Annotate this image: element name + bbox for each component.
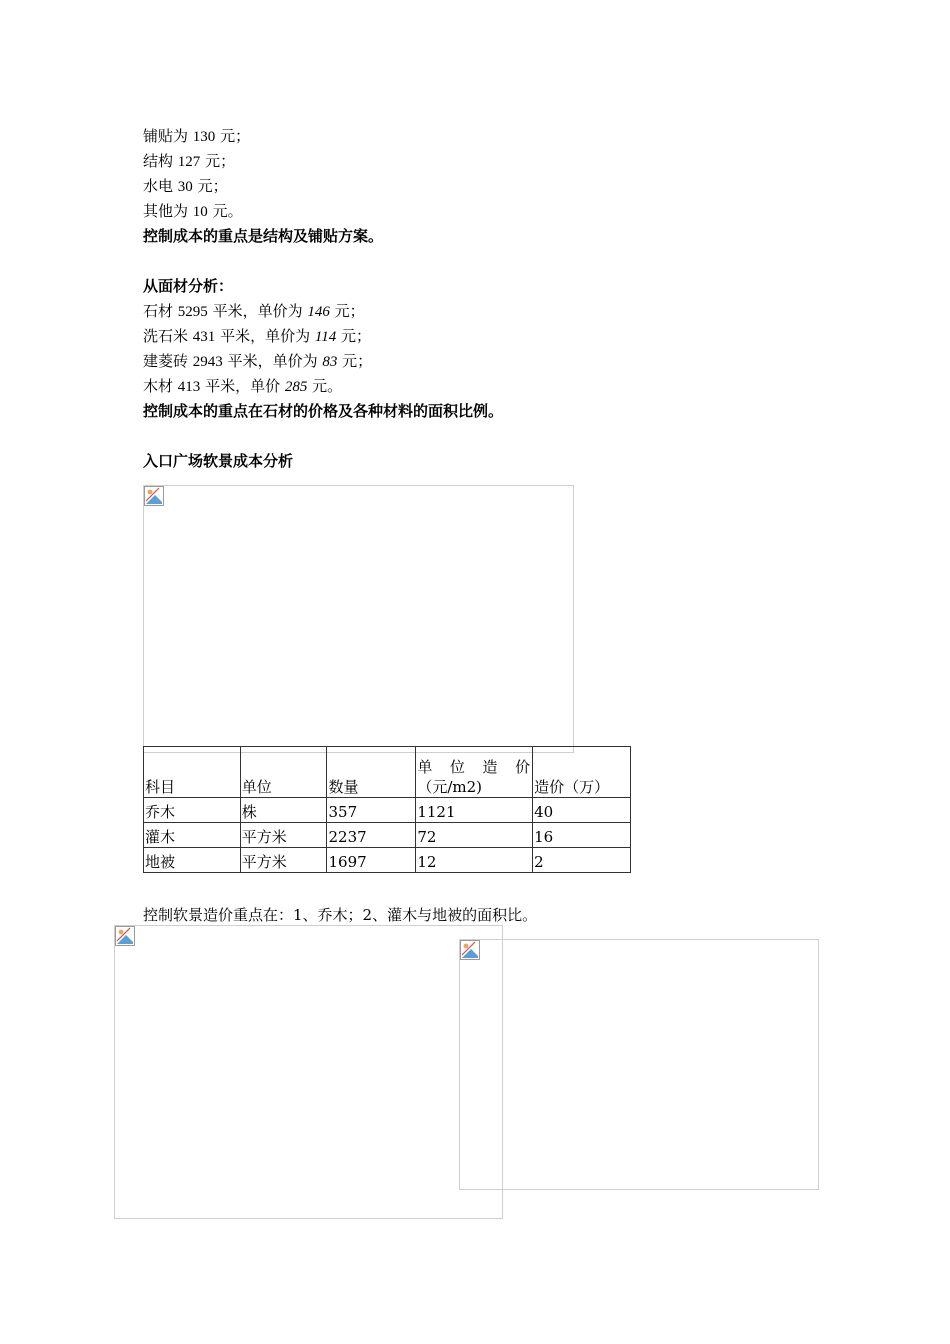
table-cell: 12 (416, 848, 533, 873)
material-stone: 石材 5295 平米，单价为 146 元； (143, 302, 365, 320)
broken-image-icon (144, 486, 164, 506)
broken-image-icon (115, 926, 135, 946)
table-row (144, 798, 631, 823)
conclusion-stone: 控制成本的重点在石材的价格及各种材料的面积比例。 (143, 402, 504, 420)
header-category: 科目 (144, 747, 241, 798)
table-cell: 地被 (144, 848, 241, 873)
table-cell: 40 (533, 798, 631, 823)
header-unit: 单位 (240, 747, 327, 798)
cost-item-plumbing: 水电 30 元； (143, 177, 228, 195)
cost-item-paving: 铺贴为 130 元； (143, 127, 251, 145)
section-title: 入口广场软景成本分析 (143, 452, 294, 470)
table-cell: 乔木 (144, 798, 241, 823)
table-cell: 1121 (416, 798, 533, 823)
cost-item-structure: 结构 127 元； (143, 152, 236, 170)
material-heading: 从面材分析： (143, 277, 234, 295)
broken-image-placeholder (143, 485, 574, 753)
conclusion-softscape: 控制软景造价重点在：1、乔木；2、灌木与地被的面积比。 (143, 906, 538, 924)
broken-image-placeholder (459, 939, 819, 1190)
material-washed-stone: 洗石米 431 平米，单价为 114 元； (143, 327, 372, 345)
table-cell: 1697 (327, 848, 416, 873)
table-row (144, 823, 631, 848)
table-cell: 平方米 (240, 848, 327, 873)
header-unit-price: 单 位 造 价 （元/m2) (416, 747, 533, 798)
header-quantity: 数量 (327, 747, 416, 798)
broken-image-icon (460, 940, 480, 960)
table-cell: 2237 (327, 823, 416, 848)
table-row (144, 848, 631, 873)
table-cell: 72 (416, 823, 533, 848)
table-cell: 株 (240, 798, 327, 823)
broken-image-placeholder (114, 925, 503, 1219)
material-brick: 建菱砖 2943 平米，单价为 83 元； (143, 352, 373, 370)
table-cell: 16 (533, 823, 631, 848)
table-cell: 灌木 (144, 823, 241, 848)
softscape-cost-table (143, 746, 631, 873)
table-cell: 平方米 (240, 823, 327, 848)
header-total-cost: 造价（万） (533, 747, 631, 798)
conclusion-structure: 控制成本的重点是结构及铺贴方案。 (143, 227, 384, 245)
cost-item-other: 其他为 10 元。 (143, 202, 243, 220)
table-cell: 2 (533, 848, 631, 873)
material-wood: 木材 413 平米，单价 285 元。 (143, 377, 343, 395)
table-header-row (144, 747, 631, 798)
table-cell: 357 (327, 798, 416, 823)
